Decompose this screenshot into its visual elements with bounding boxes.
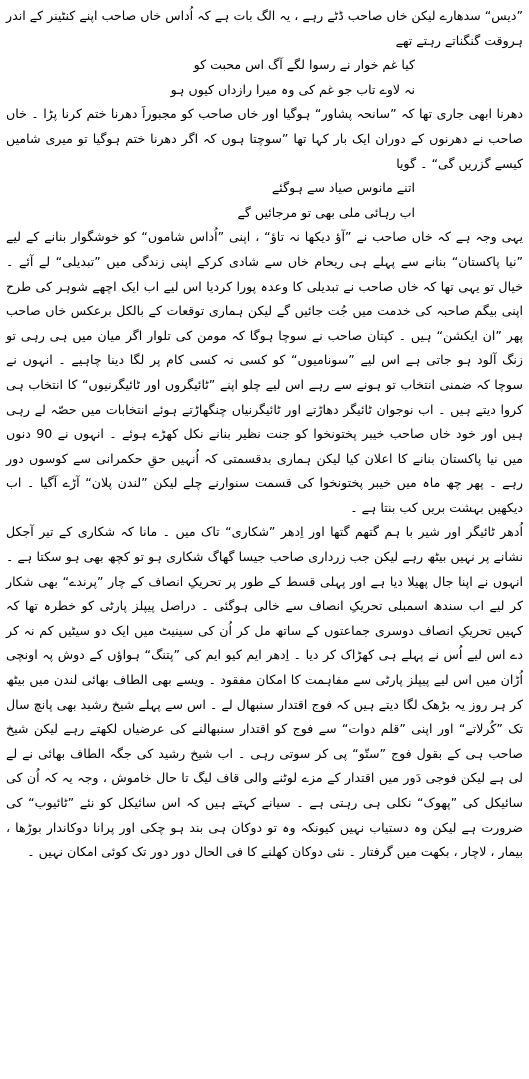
verse-group-1 <box>6 53 523 102</box>
paragraph-intro: ”دیس“ سدھارے لیکن خاں صاحب ڈٹے رہے ، یہ الگ بات ہے کہ اُداس خاں صاحب اپنے کنٹینر کے اندر ہروقت گنگناتے رہتے تھے <box>6 8 523 48</box>
verse-group-2 <box>6 176 523 225</box>
verse-line: اتنے مانوس صیاد سے ہوگئے <box>271 180 415 196</box>
paragraph-dharna: دھرنا ابھی جاری تھا کہ ”سانحہ پشاور“ ہوگیا اور خاں صاحب کو مجبوراََ دھرنا ختم کرنا پڑا ۔ خاں صاحب نے دھرنوں کے دوران ایک بار کہا تھا ”سوچتا ہوں کہ اگر دھرنا ختم ہوگیا تو میری شامیں کیسے گزریں گی“ ۔ گویا <box>6 106 523 171</box>
verse-line: نہ لاوے تاب جو غم کی وہ میرا رازداں کیوں ہو <box>170 81 415 97</box>
paragraph-shikari: اُدھر ٹائیگر اور شیر با ہم گتھم گتھا اور اِدھر ”شکاری“ تاک میں ۔ مانا کہ شکاری کے تیر آجکل نشانے پر نہیں بیٹھ رہے لیکن جب زرداری صاحب جیسا گھاگ شکاری ہو تو کچھ بھی ہو سکتا ہے ۔ انہوں نے اپنا جال پھیلا دیا ہے اور پہلی قسط کے طور پر تحریکِ انصاف کے چار ”پرندے“ بھی شکار کر لیے اب سندھ اسمبلی تحریکِ انصاف سے خالی ہوگئی ۔ دراصل پیپلز پارٹی کو خطرہ تھا کہ کہیں تحریکِ انصاف دوسری جماعتوں کے ساتھ مل کر اُن کی سینیٹ میں ایک دو سیٹیں کم نہ کر دے اس لیے اُس نے پہلے ہی کھڑاک کر دیا ۔ اِدھر ایم کیو ایم کی ”پتنگ“ ہواؤں کے دوش پہ اونچی اُڑان میں اس لیے پیپلز پارٹی سے مفاہمت کا امکان مفقود ۔ ویسے بھی الطاف بھائی لندن میں بیٹھ کر ہر روز یہ بڑھک لگا دیتے ہیں کہ فوج اقتدار سنبھال لے ۔ اس سے پہلے شیخ رشید بھی پانچ سال تک ”کُرلاتے“ اور اپنی ”قلم دوات“ سے فوج کو اقتدار سنبھالنے کی عرضیاں لکھتے رہے لیکن شیخ صاحب ہی کے بقول فوج ”ستّو“ پی کر سوتی رہی ۔ اب شیخ رشید کی جگہ الطاف بھائی نے لے لی ہے لیکن فوجی دَور میں اقتدار کے مزے لوٹنے والی قاف لیگ تا حال خاموش ، وجہ یہ کہ اُن کی سائیکل کی ”پھوک“ نکلی ہی رہتی ہے ۔ سیانے کہتے ہیں کہ اس سائیکل کو نئے ”ٹائیوب“ کی ضرورت ہے لیکن وہ دستیاب نہیں کیونکہ وہ تو دوکان ہی بند ہو چکی اور پرانا دوکاندار بوڑھا ، بیمار ، لاچار ، بکھت میں گرفتار ۔ نئی دوکان کھلنے کا فی الحال دور دور تک کوئی امکان نہیں ۔ <box>6 524 523 860</box>
verse-line: اب رہائی ملی بھی تو مرجائیں گے <box>237 204 415 220</box>
verse-line: کیا غم خوار نے رسوا لگے آگ اس محبت کو <box>193 57 415 73</box>
paragraph-naya-pakistan: یہی وجہ ہے کہ خاں صاحب نے ”آؤ دیکھا نہ تاؤ“ ، اپنی ”اُداس شاموں“ کو خوشگوار بنانے کے لیے ”نیا پاکستان“ بنانے سے پہلے ہی ریحام خاں سے شادی کرکے اپنی زندگی میں ”تبدیلی“ لے آئے ۔ خیال تو یہی تھا کہ خاں صاحب نے تبدیلی کا وعدہ پورا کردیا اس لیے اب ایک اچھے شوہر کی طرح اپنی بیگم صاحبہ کی خدمت میں جُت جائیں گے لیکن ہماری توقعات کے بالکل برعکس خاں صاحب پھر ”ان ایکشن“ ہیں ۔ کپتان صاحب نے سوچا ہوگا کہ مومن کی تلوار اگر میان میں ہی رہی تو زنگ آلود ہو جاتی ہے اس لیے ”سونامیوں“ کو کسی نہ کسی کام پر لگا دینا چاہیے ۔ انہوں نے سوچا کہ ضمنی انتخاب تو ہونے سے رہے اس لیے چلو اپنے ”ٹائیگروں اور ٹائیگرنیوں“ کا انتخاب ہی کروا دیتے ہیں ۔ اب نوجوان ٹائیگر دھاڑتے اور ٹائیگرنیاں چنگھاڑتے ہوئے انتخابات میں حصّہ لے رہی ہیں اور خود خاں صاحب خیبر پختونخوا کو جنت نظیر بنانے نکل کھڑے ہوئے ۔ انہوں نے 90 دنوں میں نیا پاکستان بنانے کا اعلان کیا لیکن ہماری بدقسمتی کہ اُنہیں حقِ حکمرانی سے کوسوں دور رہے ۔ پھر چھ ماہ میں خیبر پختونخوا کی قسمت سنوارنے چلے لیکن ”لندن پلان“ آڑے آگیا ۔ اب دیکھیں بہشت بریں کب بنتا ہے ۔ <box>6 229 523 515</box>
